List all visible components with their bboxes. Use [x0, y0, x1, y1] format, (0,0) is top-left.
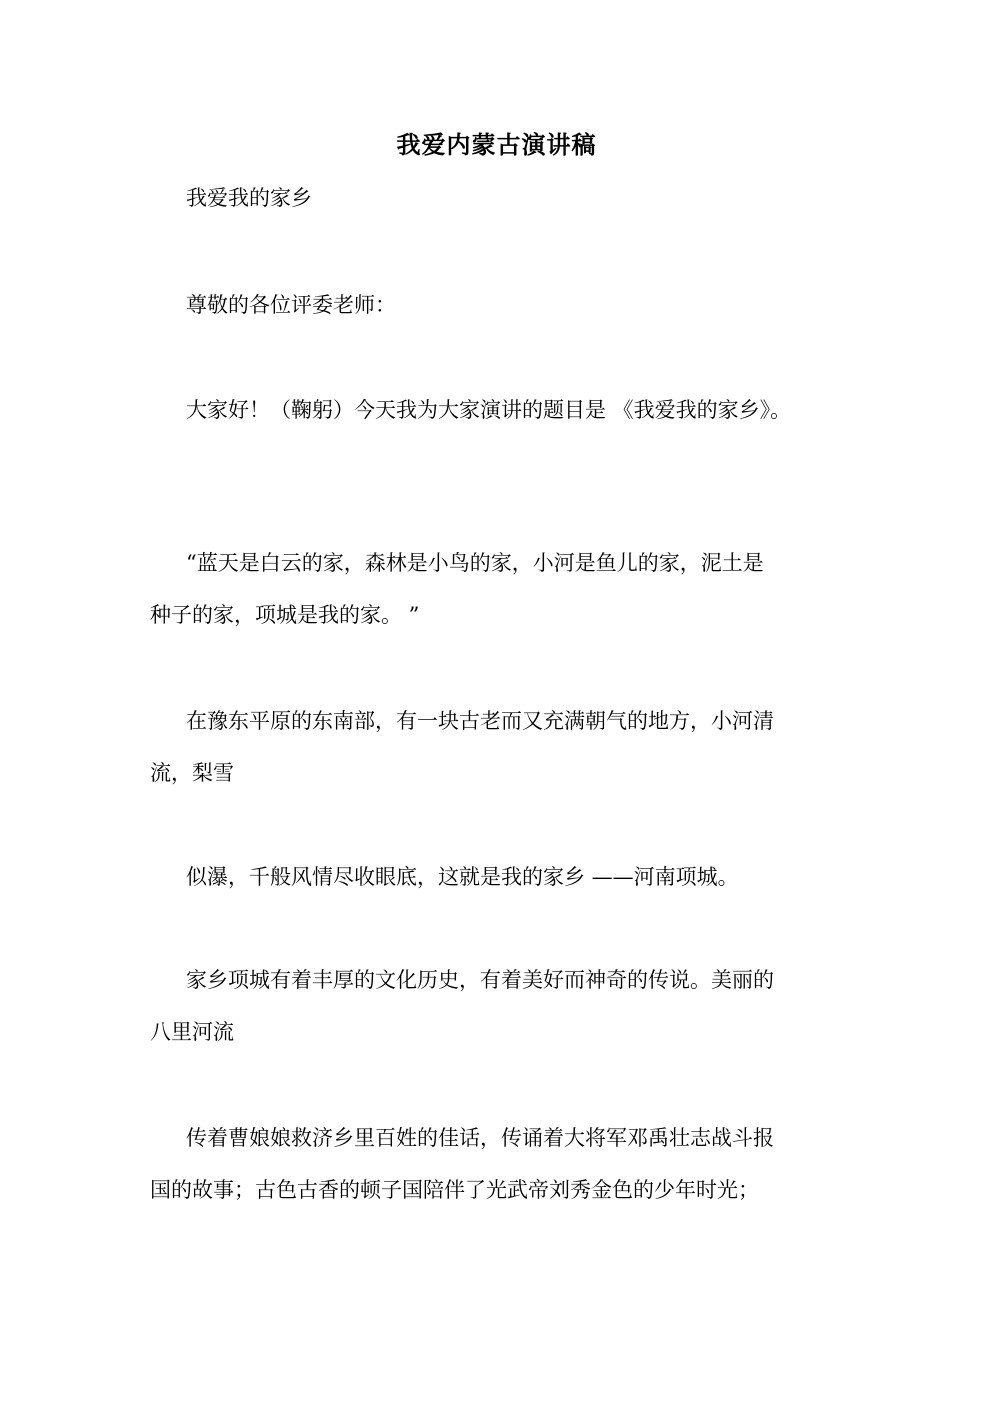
paragraph-salutation: 尊敬的各位评委老师： — [186, 293, 396, 317]
paragraph-line: 传着曹娘娘救济乡里百姓的佳话，传诵着大将军邓禹壮志战斗报 — [186, 1126, 774, 1150]
paragraph-line: 流，梨雪 — [150, 761, 234, 785]
document-title: 我爱内蒙古演讲稿 — [396, 130, 597, 159]
paragraph-line: 国的故事；古色古香的顿子国陪伴了光武帝刘秀金色的少年时光； — [150, 1178, 759, 1202]
paragraph-line: 八里河流 — [150, 1020, 234, 1044]
paragraph-line: 似瀑，千般风情尽收眼底，这就是我的家乡 ——河南项城。 — [186, 865, 739, 889]
paragraph-line: 在豫东平原的东南部，有一块古老而又充满朝气的地方，小河清 — [186, 709, 774, 733]
paragraph-line: 家乡项城有着丰厚的文化历史，有着美好而神奇的传说。美丽的 — [186, 968, 774, 992]
paragraph-line: 种子的家，项城是我的家。 ” — [150, 603, 420, 627]
paragraph-greeting: 大家好！（鞠躬）今天我为大家演讲的题目是 《我爱我的家乡》。 — [186, 398, 792, 422]
paragraph-heading: 我爱我的家乡 — [186, 186, 312, 210]
paragraph-line: “蓝天是白云的家，森林是小鸟的家，小河是鱼儿的家，泥土是 — [186, 551, 764, 575]
